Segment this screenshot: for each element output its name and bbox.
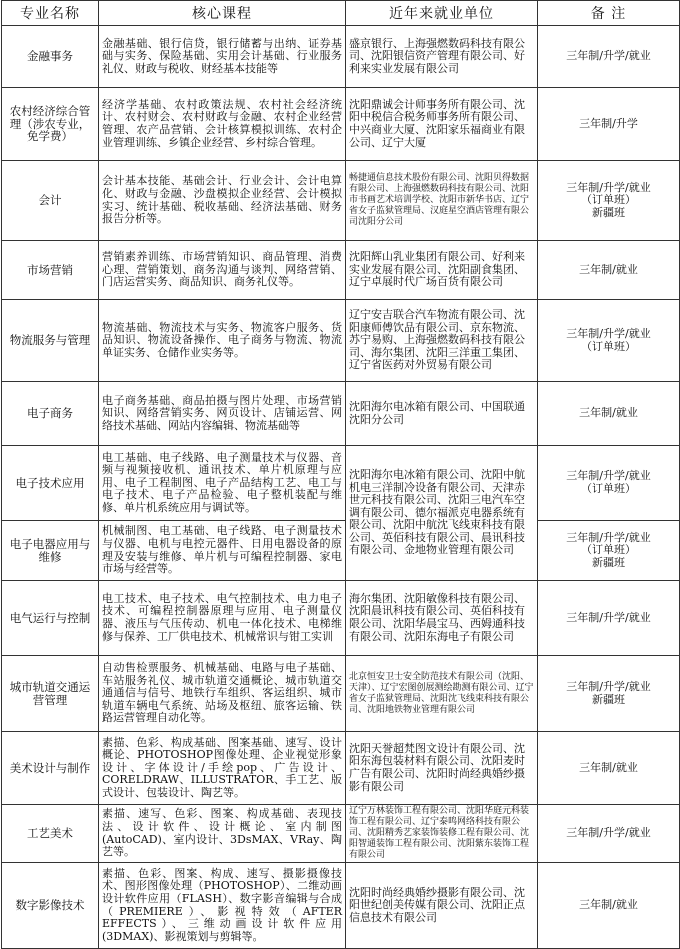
table-row bbox=[2, 656, 680, 732]
major-name: 电气运行与控制 bbox=[2, 581, 99, 656]
core-courses: 素描、色彩、构成基础、图案基础、速写、设计概论、PHOTOSHOP图像处理、企业视觉形象设计、字体设计/手绘pop、广告设计、CORELDRAW、ILLUSTRATOR、手工艺、版式设计、包装设计、陶艺等。 bbox=[99, 732, 346, 805]
core-courses: 素描、色彩、图案、构成、速写、摄影摄像技术、图形图像处理（PHOTOSHOP）、二维动画设计软件应用（FLASH）、数字影音编辑与合成（PREMIERE）、影视特效（AFTER EFFECTS）、三维动画设计软件应用(3DMAX)、影视策划与剪辑等。 bbox=[99, 863, 346, 949]
major-name: 金融事务 bbox=[2, 26, 99, 88]
major-name: 市场营销 bbox=[2, 241, 99, 300]
header-major: 专业名称 bbox=[2, 1, 99, 26]
major-name: 电子技术应用 bbox=[2, 446, 99, 521]
employers: 沈阳天誉超梵图文设计有限公司、沈阳东海包装材料有限公司、沈阳麦时广告有限公司、沈阳时尚经典婚纱摄影有限公司 bbox=[346, 732, 538, 805]
note: 三年制/就业 bbox=[538, 241, 680, 300]
major-name: 城市轨道交通运营管理 bbox=[2, 656, 99, 732]
table-row bbox=[2, 732, 680, 805]
note: 三年制/升学/就业 bbox=[538, 26, 680, 88]
core-courses: 机械制图、电工基础、电子线路、电子测量技术与仪器、电机与电控元器件、日用电器设备的原理及安装与维修、单片机与可编程控制器、家电市场与经营等。 bbox=[99, 521, 346, 581]
major-name: 电子商务 bbox=[2, 382, 99, 446]
employers: 沈阳海尔电冰箱有限公司、中国联通沈阳分公司 bbox=[346, 382, 538, 446]
employers: 辽宁万林装饰工程有限公司、沈阳华庭元科装饰工程有限公司、辽宁泰鸣网络科技有限公司、沈阳精秀艺家装饰装修工程有限公司、沈阳智通装饰工程有限公司、沈阳紫东装饰工程有限公司 bbox=[346, 805, 538, 863]
core-courses: 经济学基础、农村政策法规、农村社会经济统计、农村财会、农村财政与金融、农村企业经营管理、农产品营销、会计核算模拟训练、农村企业管理训练、乡镇企业经营、乡村综合管理。 bbox=[99, 88, 346, 161]
major-name: 数字影像技术 bbox=[2, 863, 99, 949]
employers: 畅捷通信息技术股份有限公司、沈阳贝得数据有限公司、上海强燃数码科技有限公司、沈阳市书画艺术培训学校、沈阳市新华书店、辽宁省女子监狱管理局、汉庭星空酒店管理有限公司沈阳分公司 bbox=[346, 161, 538, 241]
table-row bbox=[2, 300, 680, 382]
table-row bbox=[2, 161, 680, 241]
table-row bbox=[2, 581, 680, 656]
note: 三年制/升学/就业 新疆班 bbox=[538, 656, 680, 732]
core-courses: 电工技术、电子技术、电气控制技术、电力电子技术、可编程控制器原理与应用、电子测量仪器、液压与气压传动、机电一体化技术、电梯维修与保养、工厂供电技术、机械常识与钳工实训 bbox=[99, 581, 346, 656]
table-row bbox=[2, 241, 680, 300]
note: 三年制/升学/就业 （订单班） bbox=[538, 446, 680, 521]
core-courses: 电子商务基础、商品拍摄与图片处理、市场营销知识、网络营销实务、网页设计、店铺运营、网络技术基础、网站内容编辑、物流基础等 bbox=[99, 382, 346, 446]
employers: 海尔集团、沈阳敏像科技有限公司、沈阳晨讯科技有限公司、英佰科技有限公司、沈阳华晨宝马、西姆通科技有限公司、沈阳东海电子有限公司 bbox=[346, 581, 538, 656]
table-row bbox=[2, 446, 680, 521]
major-name: 物流服务与管理 bbox=[2, 300, 99, 382]
employers: 沈阳鼎诚会计师事务所有限公司、沈阳中税信合税务师事务所有限公司、中兴商业大厦、沈阳家乐福商业有限公司、辽宁大厦 bbox=[346, 88, 538, 161]
employers: 沈阳时尚经典婚纱摄影有限公司、沈阳世纪创美传媒有限公司、沈阳正点信息技术有限公司 bbox=[346, 863, 538, 949]
employers: 沈阳海尔电冰箱有限公司、沈阳中航机电三洋制冷设备有限公司、天津赤世元科技有限公司、沈阳三电汽车空调有限公司、德尔福派克电器系统有限公司、沈阳中航沈飞线束科技有限公司、英佰科技有限公司、晨讯科技有限公司、金地物业管理有限公司 bbox=[346, 446, 538, 581]
major-name: 农村经济综合管理（涉农专业，免学费） bbox=[2, 88, 99, 161]
table-row bbox=[2, 26, 680, 88]
header-employers: 近年来就业单位 bbox=[346, 1, 538, 26]
note: 三年制/升学/就业 bbox=[538, 581, 680, 656]
header-courses: 核心课程 bbox=[99, 1, 346, 26]
majors-table bbox=[1, 0, 680, 949]
major-name: 工艺美术 bbox=[2, 805, 99, 863]
table-row bbox=[2, 863, 680, 949]
employers: 辽宁安吉联合汽车物流有限公司、沈阳康师傅饮品有限公司、京东物流、苏宁易购、上海强燃数码科技有限公司、海尔集团、沈阳三洋重工集团、辽宁省医药对外贸易有限公司 bbox=[346, 300, 538, 382]
note: 三年制/升学/就业 bbox=[538, 805, 680, 863]
core-courses: 物流基础、物流技术与实务、物流客户服务、货品知识、物流设备操作、电子商务与物流、物流单证实务、仓储作业实务等。 bbox=[99, 300, 346, 382]
header-row bbox=[2, 1, 680, 26]
core-courses: 电工基础、电子线路、电子测量技术与仪器、音频与视频接收机、通讯技术、单片机原理与应用、电子工程制图、电子产品结构工艺、电工与电子技术、电子产品检验、电子整机装配与维修、单片机系统应用与调试等。 bbox=[99, 446, 346, 521]
note: 三年制/就业 bbox=[538, 382, 680, 446]
core-courses: 营销素养训练、市场营销知识、商品管理、消费心理、营销策划、商务沟通与谈判、网络营销、门店运营实务、商品知识、商务礼仪等。 bbox=[99, 241, 346, 300]
major-name: 美术设计与制作 bbox=[2, 732, 99, 805]
note: 三年制/升学/就业 （订单班） bbox=[538, 300, 680, 382]
employers: 盛京银行、上海强燃数码科技有限公司、沈阳银信资产管理有限公司、好利来实业发展有限公司 bbox=[346, 26, 538, 88]
note: 三年制/升学/就业 （订单班） 新疆班 bbox=[538, 521, 680, 581]
employers: 北京恒安卫士安全防范技术有限公司（沈阳、天津）、辽宁宏图创展测绘勘测有限公司、辽宁省女子监狱管理局、沈阳沈飞线束科技有限公司、沈阳地铁物业管理有限公司 bbox=[346, 656, 538, 732]
core-courses: 会计基本技能、基础会计、行业会计、会计电算化、财政与金融、沙盘模拟企业经营、会计模拟实习、统计基础、税收基础、经济法基础、财务报告分析等。 bbox=[99, 161, 346, 241]
note: 三年制/就业 bbox=[538, 732, 680, 805]
table-row bbox=[2, 88, 680, 161]
table-row bbox=[2, 382, 680, 446]
core-courses: 自动售检票服务、机械基础、电路与电子基础、车站服务礼仪、城市轨道交通概论、城市轨道交通通信与信号、地铁行车组织、客运组织、城市轨道车辆电气系统、站场及枢纽、旅客运输、铁路运营管理自动化等。 bbox=[99, 656, 346, 732]
header-note: 备 注 bbox=[538, 1, 680, 26]
core-courses: 金融基础、银行信贷，银行储蓄与出纳、证券基础与实务、保险基础、实用会计基础、行业服务礼仪、财政与税收、财经基本技能等 bbox=[99, 26, 346, 88]
major-name: 会计 bbox=[2, 161, 99, 241]
core-courses: 素描、速写、色彩、图案、构成基础、表现技法、设计软件、设计概论、室内制图(AutoCAD)、室内设计、3DsMAX、VRay、陶艺等。 bbox=[99, 805, 346, 863]
note: 三年制/就业 bbox=[538, 863, 680, 949]
table-row bbox=[2, 521, 680, 581]
major-name: 电子电器应用与维修 bbox=[2, 521, 99, 581]
note: 三年制/升学/就业 （订单班） 新疆班 bbox=[538, 161, 680, 241]
employers: 沈阳辉山乳业集团有限公司、好利来实业发展有限公司、沈阳副食集团、辽宁卓展时代广场百货有限公司 bbox=[346, 241, 538, 300]
table-row bbox=[2, 805, 680, 863]
note: 三年制/升学 bbox=[538, 88, 680, 161]
